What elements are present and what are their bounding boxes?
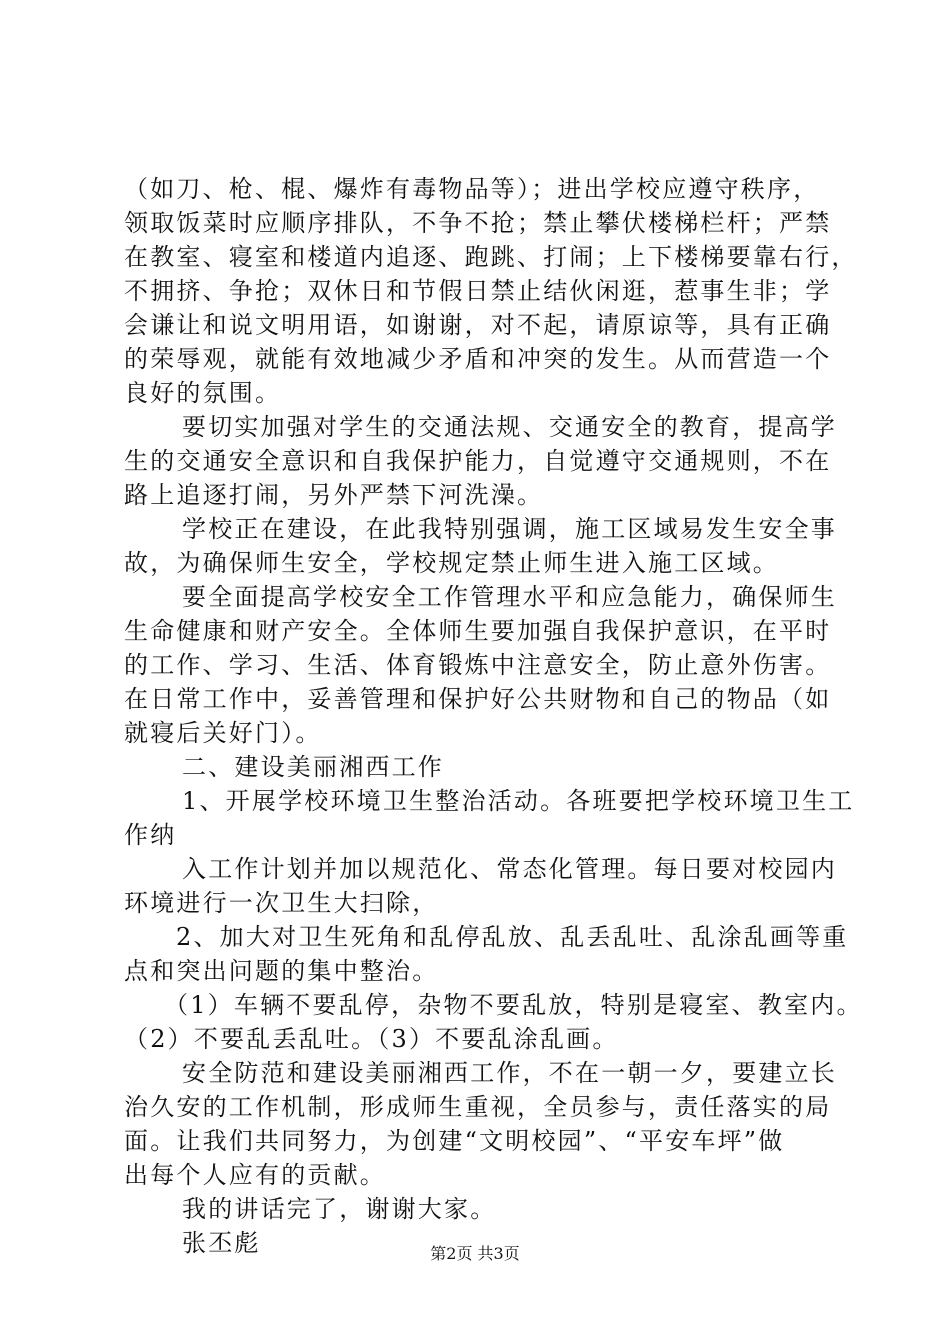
text-line: 学校正在建设，在此我特别强调，施工区域易发生安全事 — [182, 515, 837, 543]
text-line: 在日常工作中，妥善管理和保护好公共财物和自己的物品（如 — [124, 685, 832, 713]
text-line: （如刀、枪、棍、爆炸有毒物品等）；进出学校应遵守秩序， — [124, 175, 820, 203]
text-line: 就寝后关好门）。 — [124, 719, 322, 747]
text-line: 的荣辱观，就能有效地减少矛盾和冲突的发生。从而营造一个 — [124, 345, 832, 373]
text-line: 治久安的工作机制，形成师生重视，全员参与，责任落实的局 — [124, 1093, 832, 1121]
text-line: 二、建设美丽湘西工作 — [182, 753, 444, 781]
text-line: 路上追逐打闹，另外严禁下河洗澡。 — [124, 481, 544, 509]
text-line: 入工作计划并加以规范化、常态化管理。每日要对校园内 — [182, 855, 837, 883]
text-line: 1、开展学校环境卫生整治活动。各班要把学校环境卫生工 — [182, 787, 855, 815]
text-line: 故，为确保师生安全，学校规定禁止师生进入施工区域。 — [124, 549, 779, 577]
text-line: （1）车辆不要乱停，杂物不要乱放，特别是寝室、教室内。 — [164, 991, 863, 1019]
text-line: 出每个人应有的贡献。 — [124, 1161, 386, 1189]
text-line: 会谦让和说文明用语，如谢谢，对不起，请原谅等，具有正确 — [124, 311, 832, 339]
text-line: 生的交通安全意识和自我保护能力，自觉遵守交通规则，不在 — [124, 447, 832, 475]
text-line: 面。让我们共同努力，为创建“文明校园”、“平安车坪”做 — [124, 1127, 785, 1155]
text-line: 环境进行一次卫生大扫除， — [124, 889, 439, 917]
text-line: 的工作、学习、生活、体育锻炼中注意安全，防止意外伤害。 — [124, 651, 832, 679]
text-line: 不拥挤、争抢；双休日和节假日禁止结伙闲逛，惹事生非；学 — [124, 277, 832, 305]
page-footer: 第2页 共3页 — [430, 1244, 520, 1263]
text-line: 我的讲话完了，谢谢大家。 — [182, 1195, 497, 1223]
text-line: 安全防范和建设美丽湘西工作，不在一朝一夕，要建立长 — [182, 1059, 837, 1087]
text-line: 生命健康和财产安全。全体师生要加强自我保护意识，在平时 — [124, 617, 832, 645]
text-line: （2）不要乱丢乱吐。（3）不要乱涂乱画。 — [124, 1025, 619, 1053]
text-line: 领取饭菜时应顺序排队，不争不抢；禁止攀伏楼梯栏杆；严禁 — [124, 209, 832, 237]
text-line: 要全面提高学校安全工作管理水平和应急能力，确保师生 — [182, 583, 837, 611]
text-line: 张丕彪 — [182, 1229, 261, 1257]
text-line: 点和突出问题的集中整治。 — [124, 957, 439, 985]
text-line: 2、加大对卫生死角和乱停乱放、乱丢乱吐、乱涂乱画等重 — [176, 923, 849, 951]
text-line: 要切实加强对学生的交通法规、交通安全的教育，提高学 — [182, 413, 837, 441]
text-line: 良好的氛围。 — [124, 379, 282, 407]
document-body — [124, 172, 863, 1260]
text-line: 在教室、寝室和楼道内追逐、跑跳、打闹；上下楼梯要靠右行， — [124, 243, 858, 271]
text-line: 作纳 — [124, 821, 177, 849]
